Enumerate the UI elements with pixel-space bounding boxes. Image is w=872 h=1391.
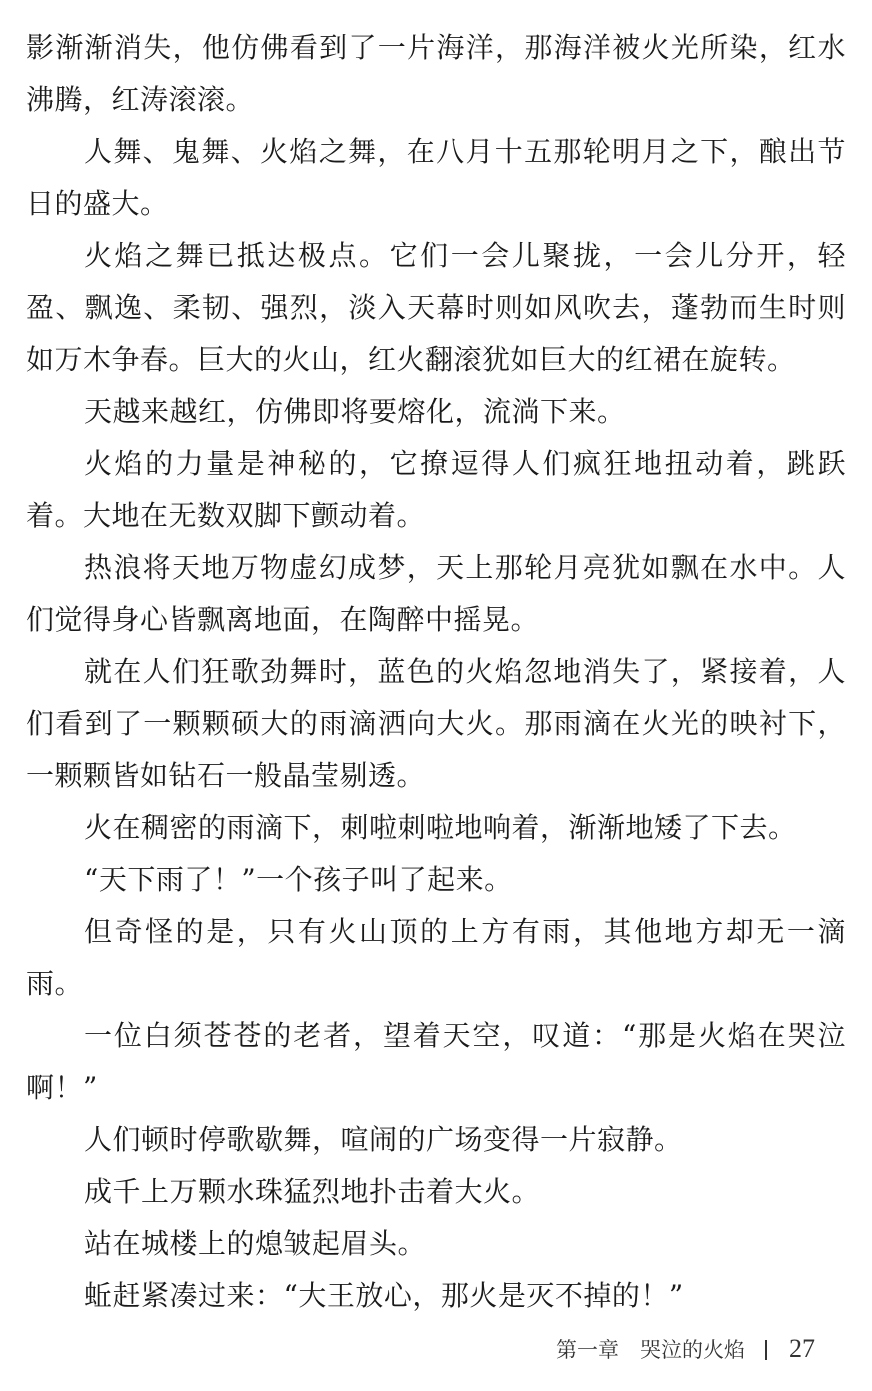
page-number: 27 bbox=[789, 1334, 815, 1363]
page-footer bbox=[556, 1334, 815, 1364]
paragraph: 一位白须苍苍的老者，望着天空，叹道：“那是火焰在哭泣啊！” bbox=[26, 1019, 846, 1104]
paragraph: 火焰之舞已抵达极点。它们一会儿聚拢，一会儿分开，轻盈、飘逸、柔韧、强烈，淡入天幕时则如风吹去，蓬勃而生时则如万木争春。巨大的火山，红火翻滚犹如巨大的红裙在旋转。 bbox=[26, 239, 846, 376]
paragraph: 站在城楼上的熄皱起眉头。 bbox=[84, 1227, 427, 1260]
paragraph: 天越来越红，仿佛即将要熔化，流淌下来。 bbox=[84, 395, 626, 428]
paragraph: 热浪将天地万物虚幻成梦，天上那轮月亮犹如飘在水中。人们觉得身心皆飘离地面，在陶醉中摇晃。 bbox=[26, 551, 846, 636]
paragraph: 就在人们狂歌劲舞时，蓝色的火焰忽地消失了，紧接着，人们看到了一颗颗硕大的雨滴洒向大火。那雨滴在火光的映衬下，一颗颗皆如钻石一般晶莹剔透。 bbox=[26, 655, 846, 792]
paragraph-continuation: 影渐渐消失，他仿佛看到了一片海洋，那海洋被火光所染，红水沸腾，红涛滚滚。 bbox=[26, 31, 846, 116]
paragraph: 人们顿时停歌歇舞，喧闹的广场变得一片寂静。 bbox=[84, 1123, 683, 1156]
footer-divider bbox=[765, 1340, 767, 1360]
paragraph: 火在稠密的雨滴下，刺啦刺啦地响着，渐渐地矮了下去。 bbox=[84, 811, 797, 844]
paragraph: “天下雨了！”一个孩子叫了起来。 bbox=[84, 863, 513, 896]
paragraph: 成千上万颗水珠猛烈地扑击着大火。 bbox=[84, 1175, 541, 1208]
paragraph: 但奇怪的是，只有火山顶的上方有雨，其他地方却无一滴雨。 bbox=[26, 915, 846, 1000]
body-text bbox=[26, 22, 846, 1322]
chapter-title: 第一章 哭泣的火焰 bbox=[556, 1338, 745, 1362]
paragraph: 人舞、鬼舞、火焰之舞，在八月十五那轮明月之下，酿出节日的盛大。 bbox=[26, 135, 846, 220]
paragraph: 蚯赶紧凑过来：“大王放心，那火是灭不掉的！” bbox=[84, 1279, 684, 1312]
paragraph: 火焰的力量是神秘的，它撩逗得人们疯狂地扭动着，跳跃着。大地在无数双脚下颤动着。 bbox=[26, 447, 846, 532]
